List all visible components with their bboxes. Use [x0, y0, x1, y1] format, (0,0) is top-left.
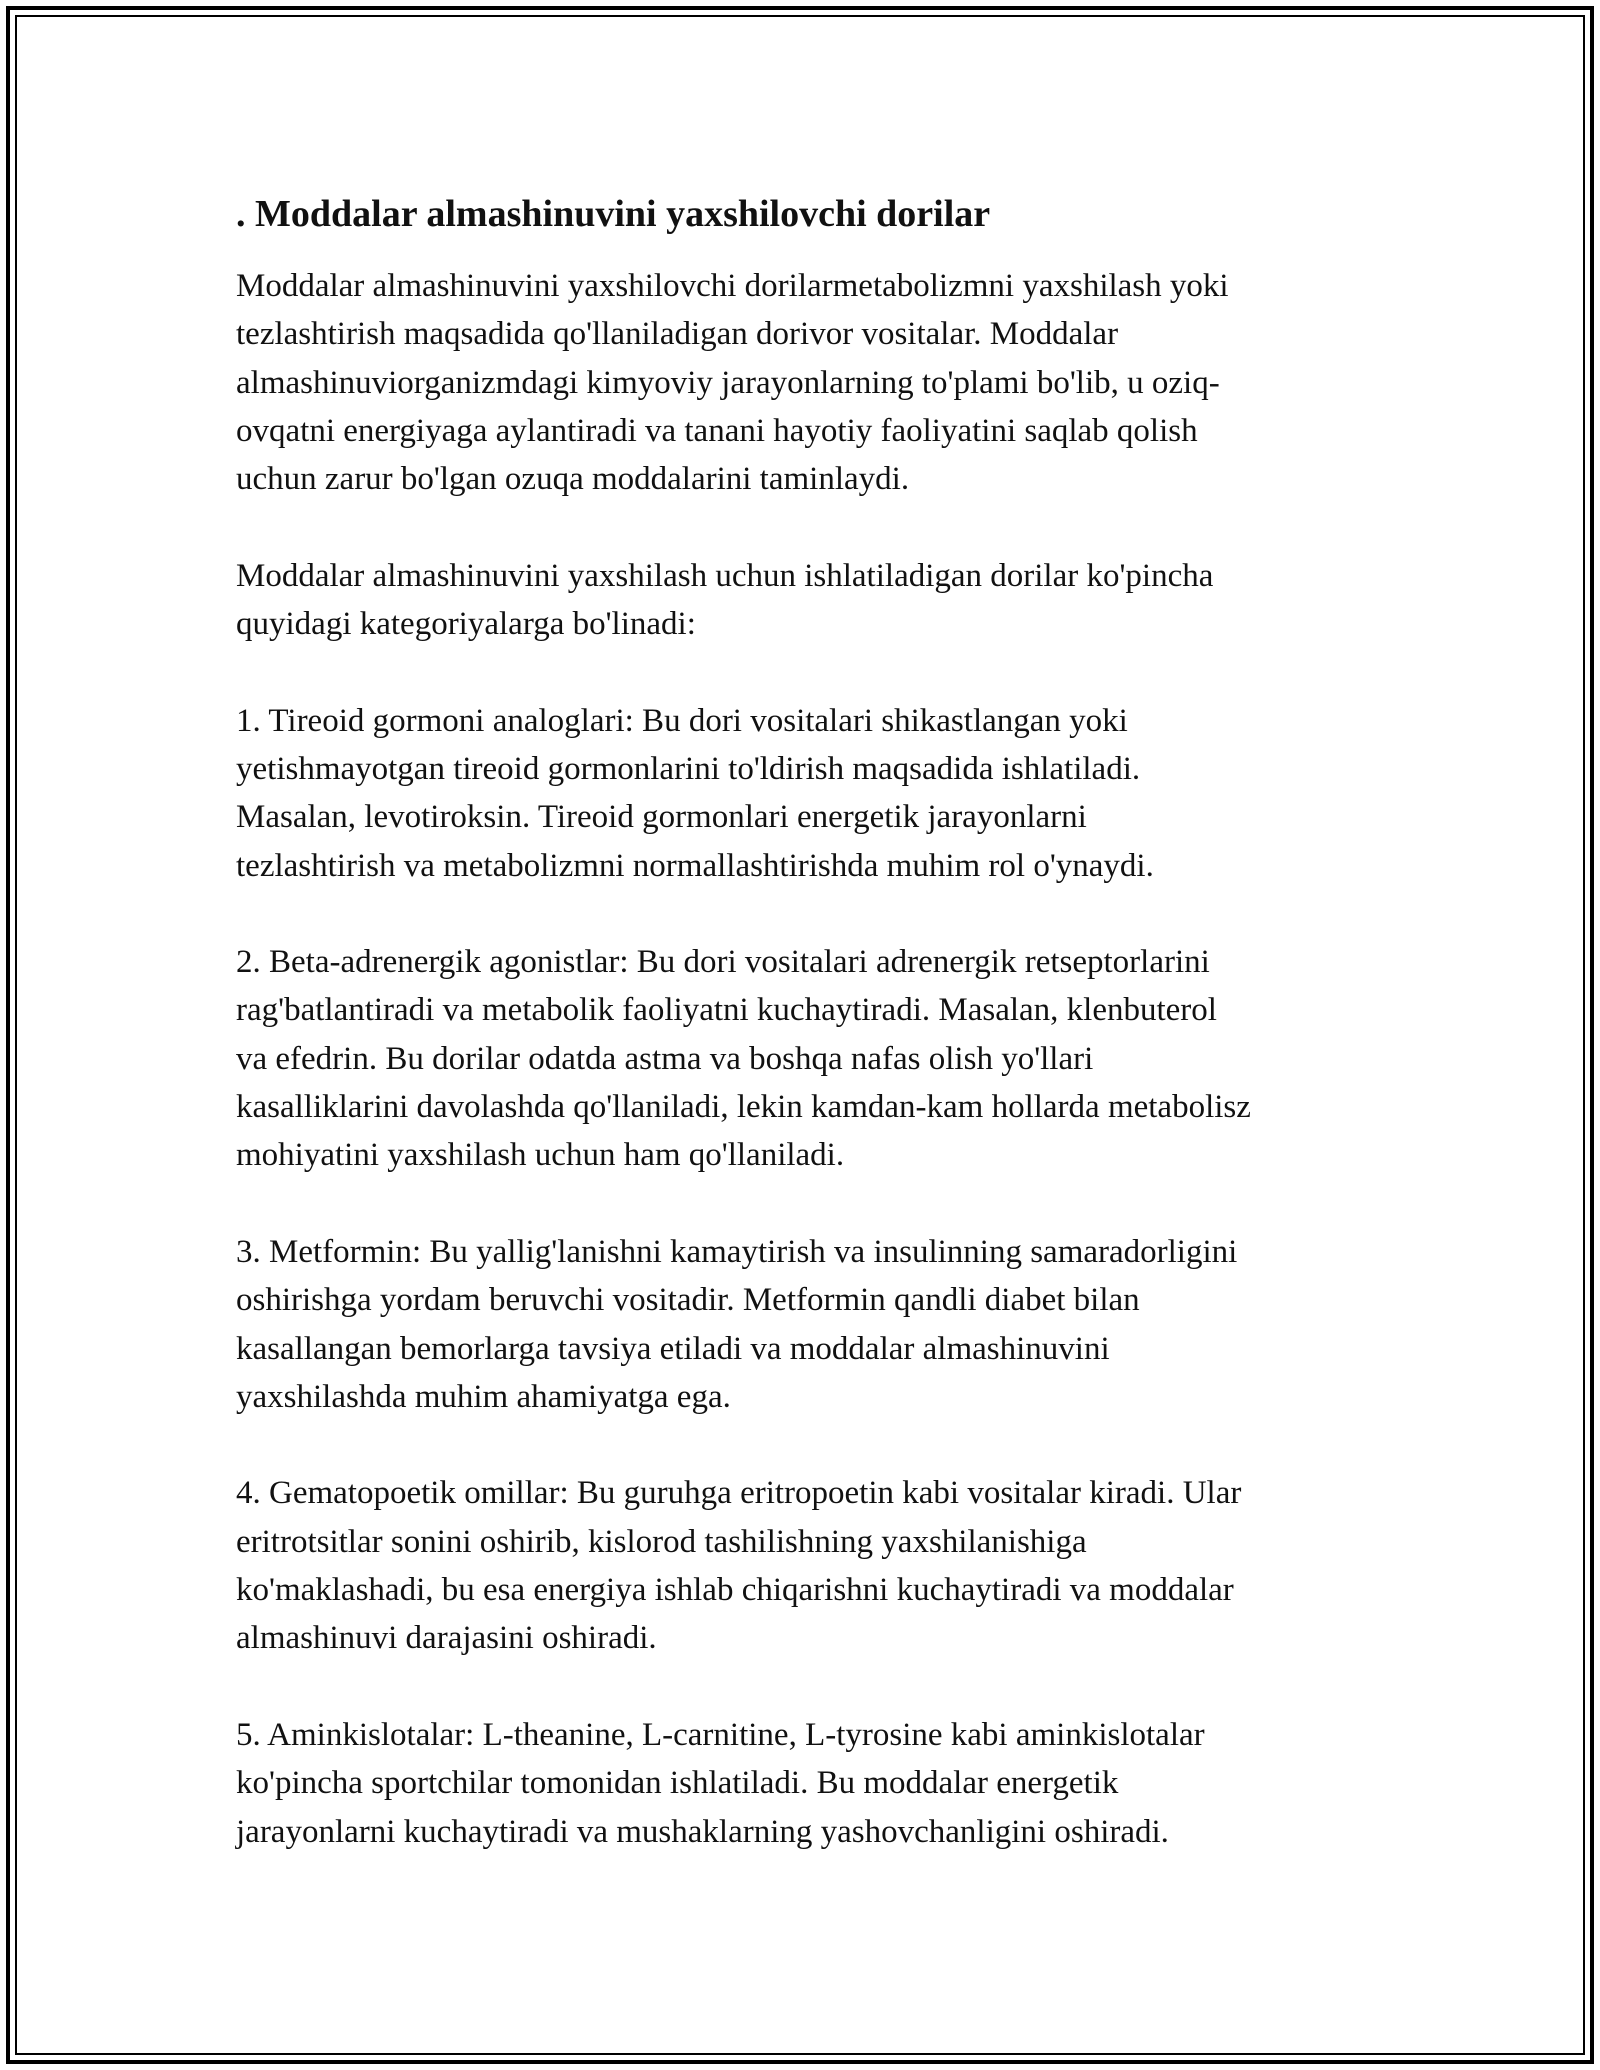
document-body [236, 190, 1376, 1904]
paragraph-line: va efedrin. Bu dorilar odatda astma va boshqa nafas olish yo'llari [236, 1040, 1094, 1077]
paragraph-line: uchun zarur bo'lgan ozuqa moddalarini taminlaydi. [236, 461, 910, 498]
paragraph-line: Masalan, levotiroksin. Tireoid gormonlari energetik jarayonlarni [236, 799, 1087, 836]
paragraph-line: 5. Aminkislotalar: L-theanine, L-carnitine, L-tyrosine kabi aminkislotalar [236, 1716, 1205, 1753]
paragraph [236, 1469, 1376, 1662]
paragraph-line: tezlashtirish maqsadida qo'llaniladigan dorivor vositalar. Moddalar [236, 316, 1119, 353]
paragraph-line: kasallangan bemorlarga tavsiya etiladi va moddalar almashinuvini [236, 1330, 1110, 1367]
paragraph-line: almashinuvi darajasini oshiradi. [236, 1620, 657, 1657]
paragraph-line: oshirishga yordam beruvchi vositadir. Metformin qandli diabet bilan [236, 1282, 1140, 1319]
paragraph [236, 552, 1376, 649]
paragraph-line: eritrotsitlar sonini oshirib, kislorod tashilishning yaxshilanishiga [236, 1523, 1087, 1560]
paragraph-line: tezlashtirish va metabolizmni normallashtirishda muhim rol o'ynaydi. [236, 847, 1154, 884]
paragraph-line: Moddalar almashinuvini yaxshilovchi dorilarmetabolizmni yaxshilash yoki [236, 268, 1229, 304]
paragraph-line: Moddalar almashinuvini yaxshilash uchun ishlatiladigan dorilar ko'pincha [236, 557, 1214, 594]
paragraph-line: 1. Tireoid gormoni analoglari: Bu dori vositalari shikastlangan yoki [236, 702, 1128, 739]
paragraph-line: rag'batlantiradi va metabolik faoliyatni kuchaytiradi. Masalan, klenbuterol [236, 992, 1217, 1029]
paragraph [236, 262, 1376, 503]
paragraph-line: mohiyatini yaxshilash uchun ham qo'llaniladi. [236, 1137, 845, 1174]
paragraph-line: 3. Metformin: Bu yallig'lanishni kamaytirish va insulinning samaradorligini [236, 1233, 1238, 1270]
paragraph-line: yetishmayotgan tireoid gormonlarini to'ldirish maqsadida ishlatiladi. [236, 750, 1141, 787]
paragraph-line: jarayonlarni kuchaytiradi va mushaklarning yashovchanligini oshiradi. [236, 1813, 1169, 1850]
paragraph-list [236, 262, 1376, 1856]
paragraph-line: ovqatni energiyaga aylantiradi va tanani hayotiy faoliyatini saqlab qolish [236, 412, 1198, 449]
paragraph [236, 938, 1376, 1179]
paragraph-line: ko'maklashadi, bu esa energiya ishlab chiqarishni kuchaytiradi va moddalar [236, 1572, 1234, 1609]
paragraph-line: 4. Gematopoetik omillar: Bu guruhga eritropoetin kabi vositalar kiradi. Ular [236, 1475, 1242, 1512]
paragraph-line: yaxshilashda muhim ahamiyatga ega. [236, 1378, 731, 1415]
paragraph [236, 1711, 1376, 1856]
paragraph-line: kasalliklarini davolashda qo'llaniladi, lekin kamdan-kam hollarda metabolisz [236, 1089, 1251, 1126]
paragraph-line: 2. Beta-adrenergik agonistlar: Bu dori vositalari adrenergik retseptorlarini [236, 944, 1210, 981]
document-title: . Moddalar almashinuvini yaxshilovchi dorilar [236, 193, 991, 235]
paragraph-line: quyidagi kategoriyalarga bo'linadi: [236, 606, 696, 643]
paragraph-line: ko'pincha sportchilar tomonidan ishlatiladi. Bu moddalar energetik [236, 1765, 1119, 1802]
paragraph [236, 1228, 1376, 1421]
paragraph-line: almashinuviorganizmdagi kimyoviy jarayonlarning to'plami bo'lib, u oziq- [236, 364, 1220, 401]
paragraph [236, 697, 1376, 890]
